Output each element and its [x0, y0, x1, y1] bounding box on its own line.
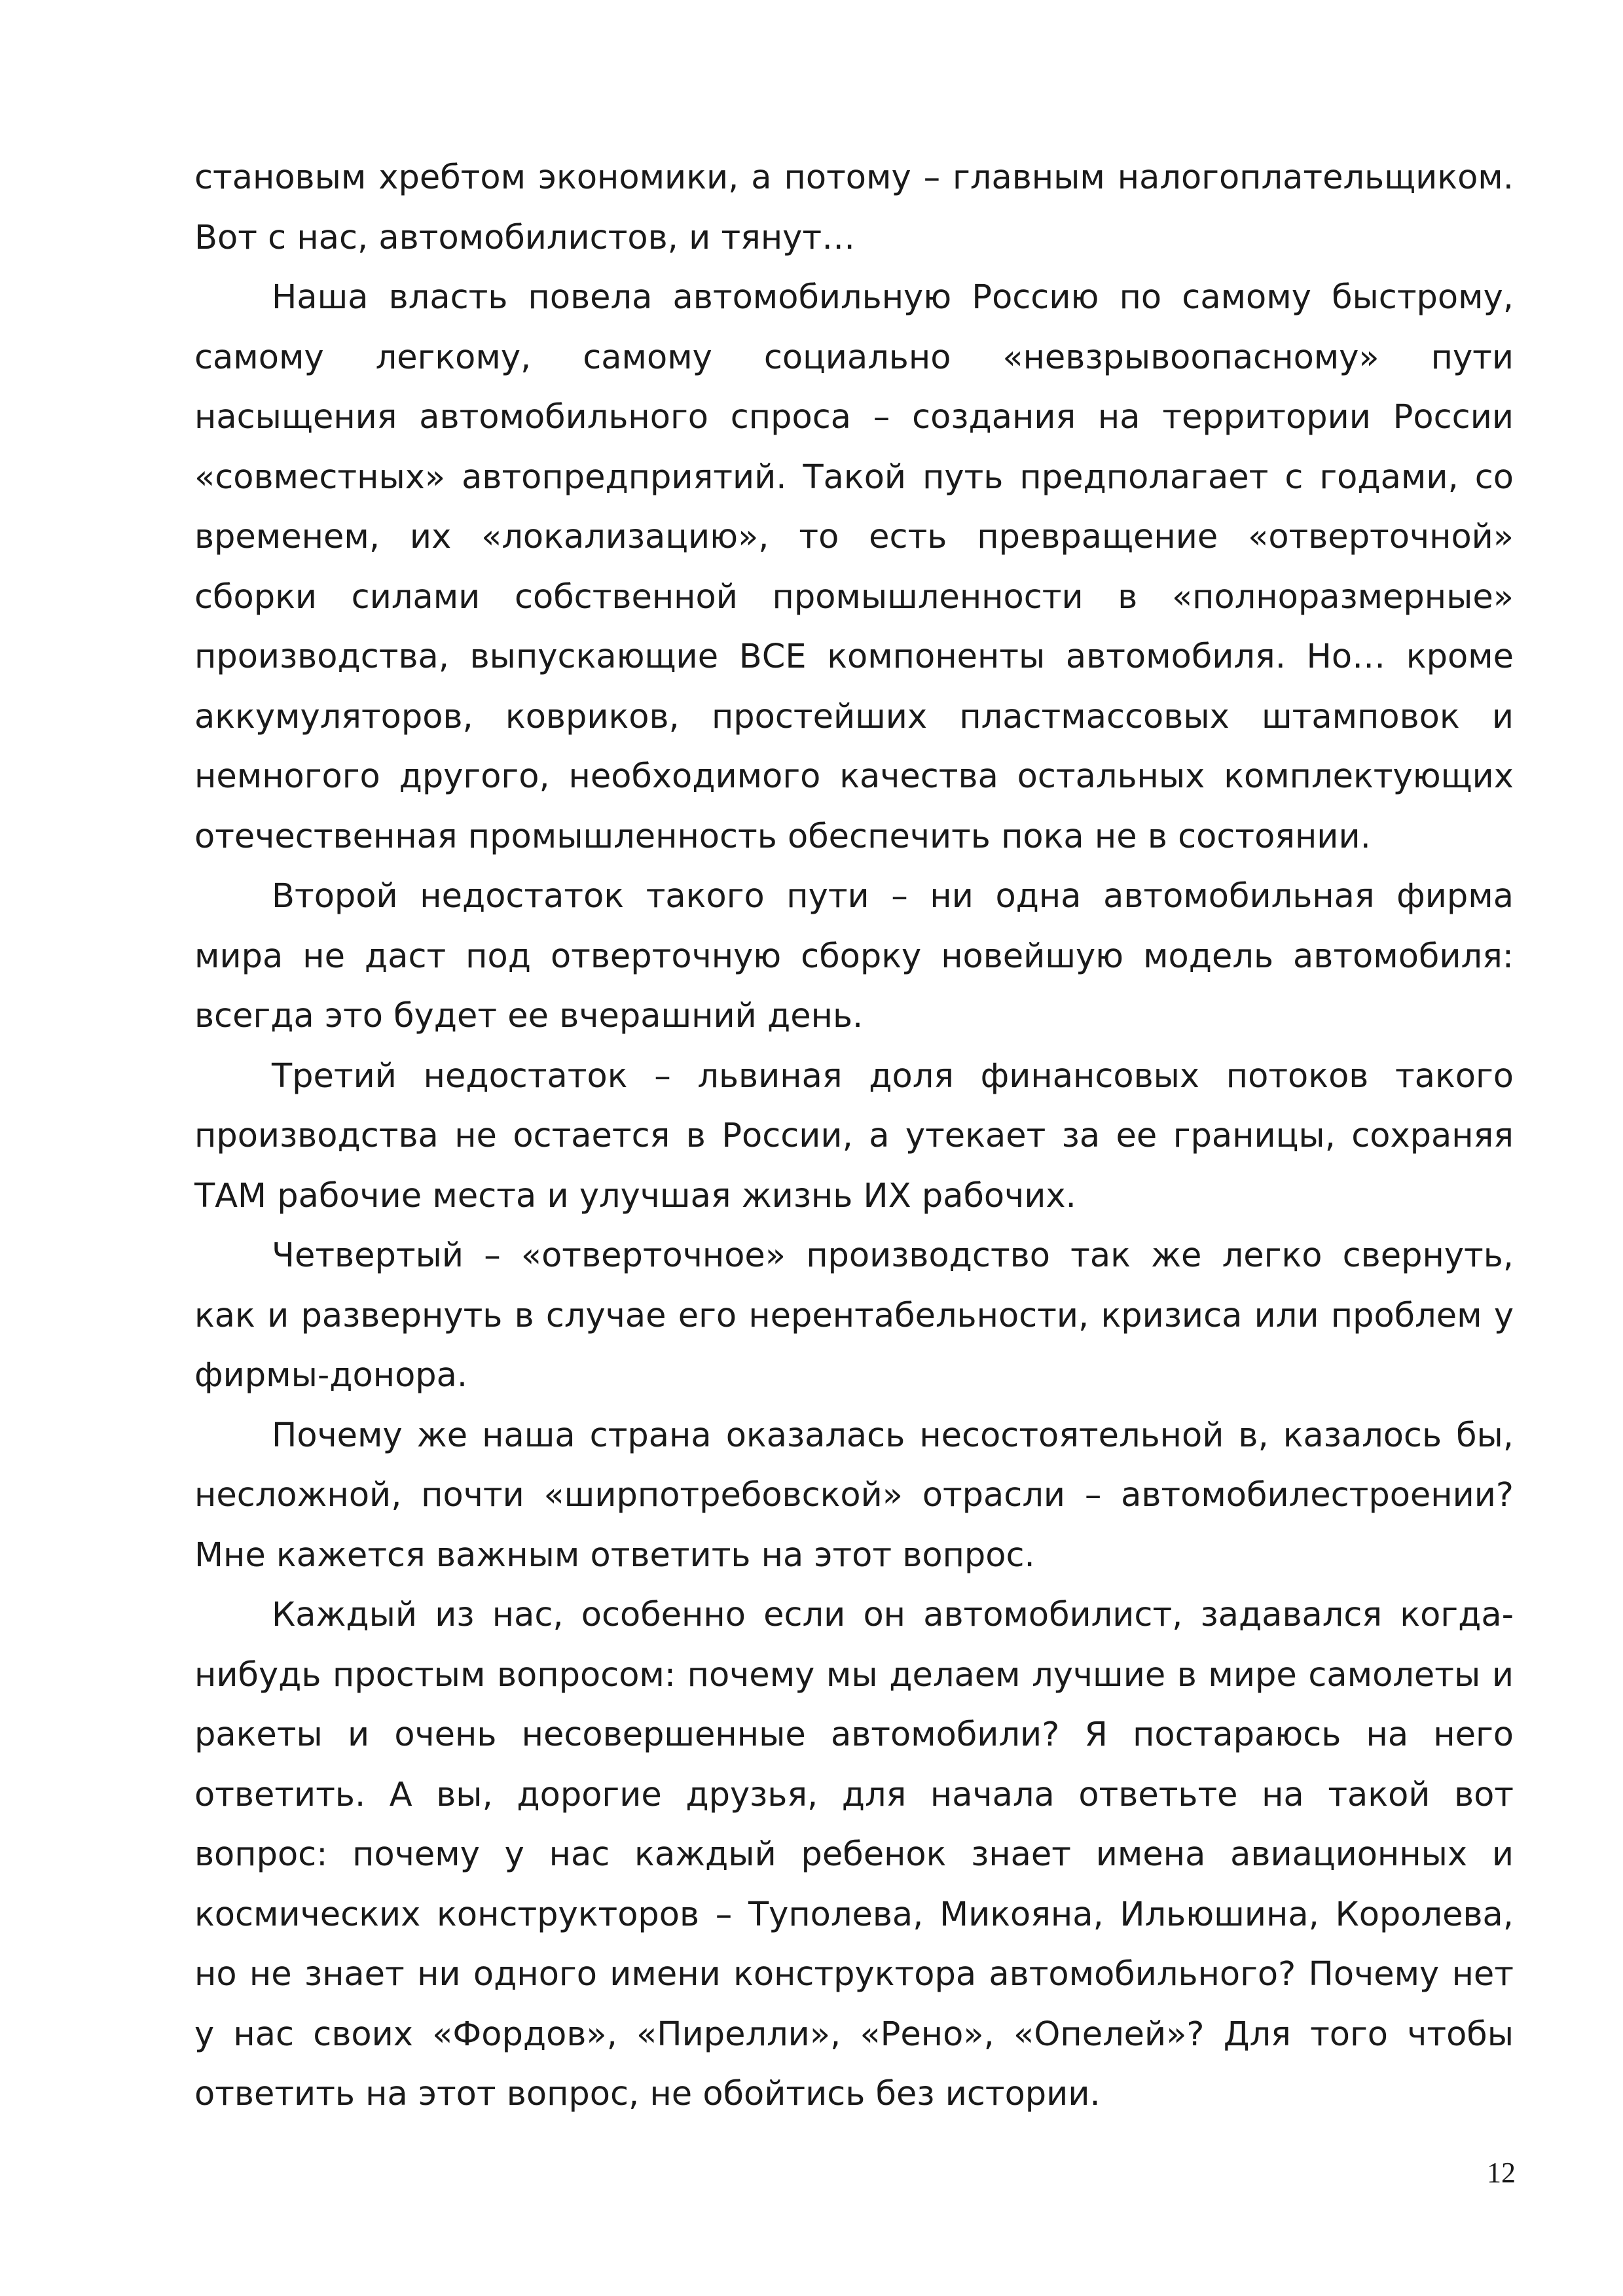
page-number: 12 — [1487, 2157, 1516, 2189]
paragraph-why-question: Почему же наша страна оказалась несостоятельной в, казалось бы, несложной, почти «ширпотребовской» отрасли – автомобилестроении? Мне кажется важным ответить на этот вопрос. — [194, 1416, 1514, 1575]
paragraph-designers-question: Каждый из нас, особенно если он автомобилист, задавался когда-нибудь простым вопросом: почему мы делаем лучшие в мире самолеты и ракеты и очень несовершенные автомобили? Я постараюсь на него ответить. А вы, дорогие друзья, для начала ответьте на такой вот вопрос: почему у нас каждый ребенок знает имена авиационных и космических конструкторов – Туполева, Микояна, Ильюшина, Королева, но не знает ни одного имени конструктора автомобильного? Почему нет у нас своих «Фордов», «Пирелли», «Рено», «Опелей»? Для того чтобы ответить на этот вопрос, не обойтись без истории. — [194, 1596, 1514, 2113]
paragraph-continuation: становым хребтом экономики, а потому – главным налогоплательщиком. Вот с нас, автомобилистов, и тянут… — [194, 158, 1514, 257]
body-text — [194, 148, 1514, 2125]
paragraph-localization-path: Наша власть повела автомобильную Россию по самому быстрому, самому легкому, самому социально «невзрывоопасному» пути насыщения автомобильного спроса – создания на территории России «совместных» автопредприятий. Такой путь предполагает с годами, со временем, их «локализацию», то есть превращение «отверточной» сборки силами собственной промышленности в «полноразмерные» производства, выпускающие ВСЕ компоненты автомобиля. Но… кроме аккумуляторов, ковриков, простейших пластмассовых штамповок и немногого другого, необходимого качества остальных комплектующих отечественная промышленность обеспечить пока не в состоянии. — [194, 278, 1514, 856]
paragraph-fourth-drawback: Четвертый – «отверточное» производство так же легко свернуть, как и развернуть в случае его нерентабельности, кризиса или проблем у фирмы-донора. — [194, 1236, 1514, 1395]
paragraph-second-drawback: Второй недостаток такого пути – ни одна автомобильная фирма мира не даст под отверточную сборку новейшую модель автомобиля: всегда это будет ее вчерашний день. — [194, 877, 1514, 1035]
paragraph-third-drawback: Третий недостаток – львиная доля финансовых потоков такого производства не остается в России, а утекает за ее границы, сохраняя ТАМ рабочие места и улучшая жизнь ИХ рабочих. — [194, 1056, 1514, 1215]
